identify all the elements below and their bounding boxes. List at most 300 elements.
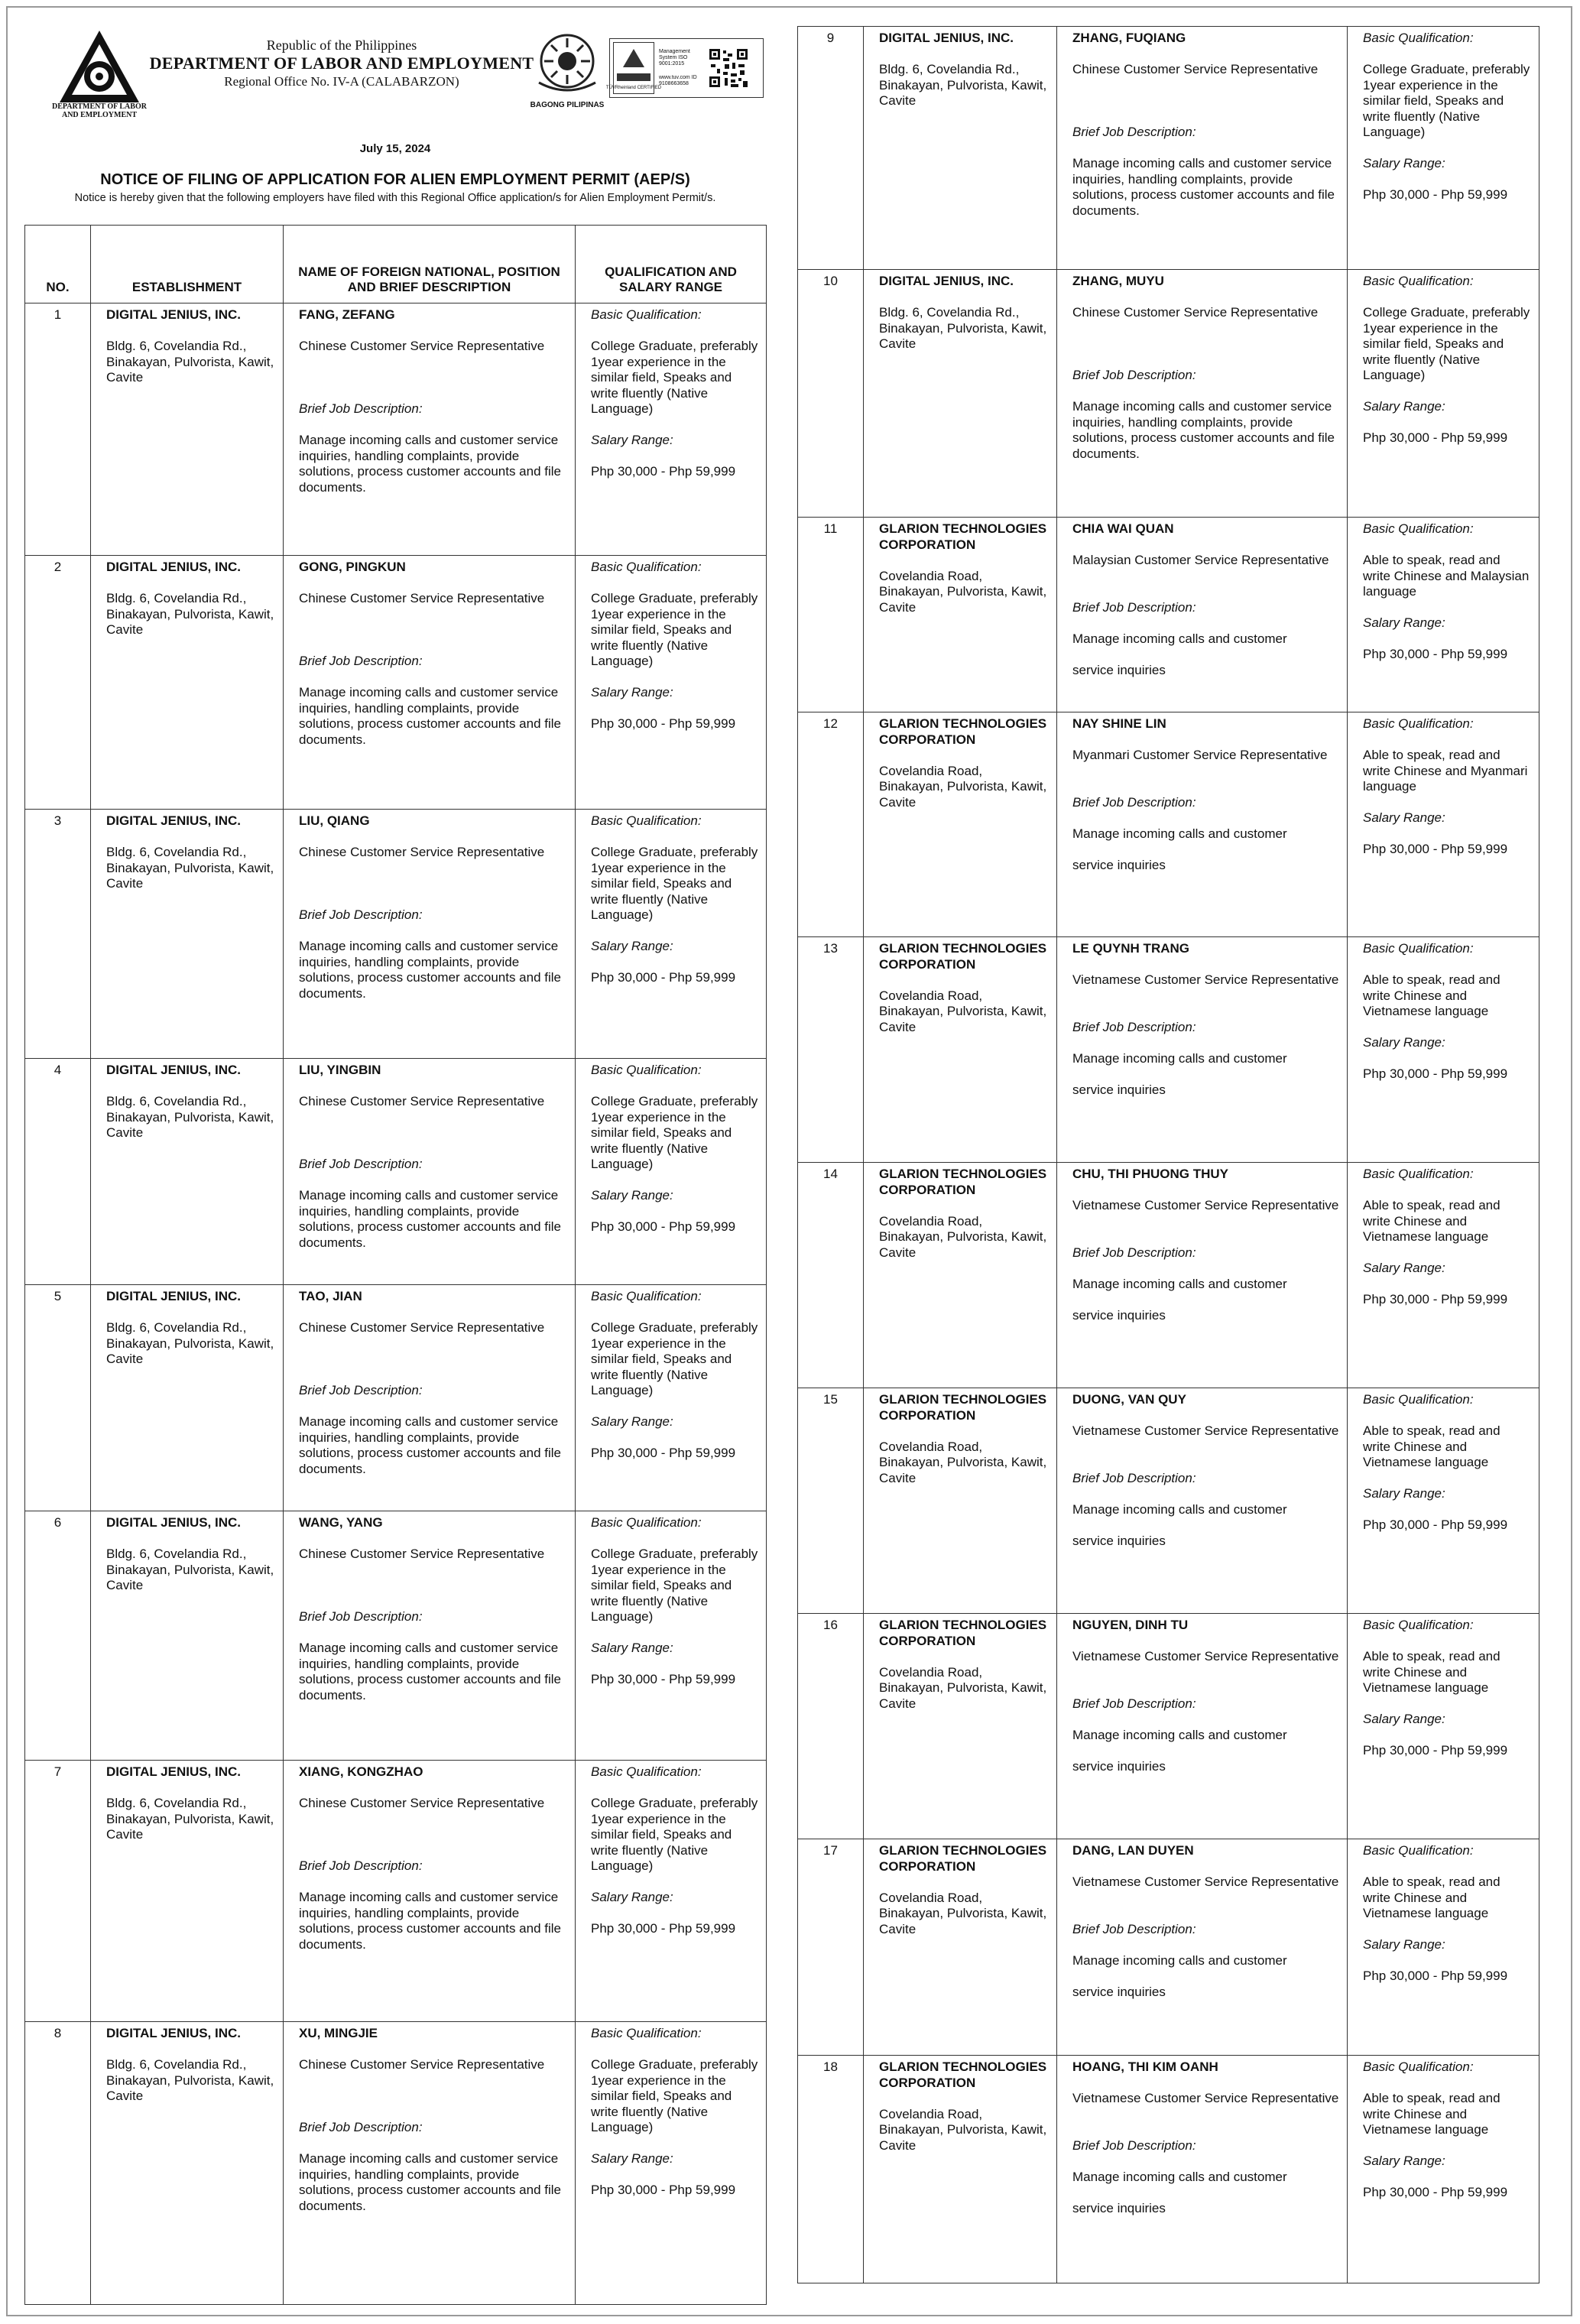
qualification-cell (1348, 712, 1539, 937)
qualification-text: College Graduate, preferably 1year experience in the similar field, Speaks and write fluently (Native Language) (591, 1796, 758, 1873)
foreign-national-name: LIU, QIANG (299, 813, 370, 828)
row-number: 17 (798, 1839, 864, 2056)
salary-label: Salary Range: (1363, 1937, 1445, 1952)
table-row (798, 937, 1539, 1163)
company-name: GLARION TECHNOLOGIES CORPORATION (879, 521, 1047, 552)
brief-label: Brief Job Description: (299, 1609, 423, 1624)
qualification-text: College Graduate, preferably 1year experience in the similar field, Speaks and write fluently (Native Language) (1363, 305, 1530, 382)
job-description: Manage incoming calls and customer service inquiries, handling complaints, provide solutions, process customer accounts and file documents. (299, 1188, 562, 1250)
aep-table-right (797, 26, 1539, 2283)
position-title: Vietnamese Customer Service Representative (1072, 972, 1339, 987)
foreign-national-cell (1057, 1614, 1348, 1839)
establishment-cell (91, 556, 284, 810)
job-description-line2: service inquiries (1072, 662, 1166, 677)
company-address: Bldg. 6, Covelandia Rd., Binakayan, Pulvorista, Kawit, Cavite (106, 1547, 274, 1592)
position-title: Vietnamese Customer Service Representative (1072, 1874, 1339, 1889)
establishment-cell (91, 1511, 284, 1761)
company-address: Bldg. 6, Covelandia Rd., Binakayan, Pulvorista, Kawit, Cavite (106, 591, 274, 637)
establishment-cell (91, 1285, 284, 1511)
job-description: Manage incoming calls and customer service inquiries, handling complaints, provide solutions, process customer accounts and file documents. (1072, 156, 1335, 218)
salary-label: Salary Range: (1363, 615, 1445, 630)
position-title: Chinese Customer Service Representative (299, 591, 545, 605)
establishment-cell (91, 1761, 284, 2022)
establishment-cell (864, 1839, 1057, 2056)
salary-label: Salary Range: (1363, 1261, 1445, 1275)
bagong-pilipinas-logo-icon (525, 28, 609, 112)
row-number: 6 (25, 1511, 91, 1761)
job-description: Manage incoming calls and customer service inquiries, handling complaints, provide solutions, process customer accounts and file documents. (299, 1641, 562, 1702)
position-title: Chinese Customer Service Representative (299, 2057, 545, 2072)
row-number: 5 (25, 1285, 91, 1511)
company-name: DIGITAL JENIUS, INC. (106, 2026, 242, 2040)
department-name: DEPARTMENT OF LABOR AND EMPLOYMENT (149, 54, 534, 73)
table-row (798, 2056, 1539, 2283)
qualification-cell (576, 1059, 767, 1285)
foreign-national-cell (284, 1059, 576, 1285)
basic-label: Basic Qualification: (1363, 31, 1474, 45)
brief-label: Brief Job Description: (1072, 125, 1196, 139)
job-description-line2: service inquiries (1072, 1533, 1166, 1548)
qualification-text: College Graduate, preferably 1year experience in the similar field, Speaks and write fluently (Native Language) (591, 1547, 758, 1624)
brief-label: Brief Job Description: (1072, 1019, 1196, 1034)
company-name: GLARION TECHNOLOGIES CORPORATION (879, 2059, 1047, 2090)
qualification-text: Able to speak, read and write Chinese and Vietnamese language (1363, 1423, 1501, 1469)
qualification-cell (1348, 937, 1539, 1163)
aep-table-left (24, 225, 767, 2305)
qualification-text: College Graduate, preferably 1year experience in the similar field, Speaks and write fluently (Native Language) (591, 1320, 758, 1397)
job-description-line1: Manage incoming calls and customer (1072, 631, 1287, 646)
salary-range: Php 30,000 - Php 59,999 (1363, 647, 1508, 661)
brief-label: Brief Job Description: (299, 1157, 423, 1171)
company-address: Bldg. 6, Covelandia Rd., Binakayan, Pulvorista, Kawit, Cavite (106, 845, 274, 891)
qualification-cell (1348, 1839, 1539, 2056)
establishment-cell (91, 2022, 284, 2305)
foreign-national-name: XU, MINGJIE (299, 2026, 378, 2040)
row-number: 2 (25, 556, 91, 810)
row-number: 9 (798, 27, 864, 270)
company-name: DIGITAL JENIUS, INC. (106, 1764, 242, 1779)
foreign-national-name: NAY SHINE LIN (1072, 716, 1166, 731)
job-description-line2: service inquiries (1072, 2200, 1166, 2215)
company-name: DIGITAL JENIUS, INC. (106, 560, 242, 574)
brief-label: Brief Job Description: (1072, 1921, 1196, 1936)
foreign-national-name: CHIA WAI QUAN (1072, 521, 1174, 536)
qualification-cell (576, 556, 767, 810)
job-description: Manage incoming calls and customer service inquiries, handling complaints, provide solutions, process customer accounts and file documents. (1072, 399, 1335, 461)
company-name: DIGITAL JENIUS, INC. (879, 31, 1014, 45)
basic-label: Basic Qualification: (591, 1764, 702, 1779)
foreign-national-name: XIANG, KONGZHAO (299, 1764, 423, 1779)
qualification-text: College Graduate, preferably 1year experience in the similar field, Speaks and write fluently (Native Language) (591, 339, 758, 416)
company-name: GLARION TECHNOLOGIES CORPORATION (879, 1392, 1047, 1423)
foreign-national-cell (1057, 518, 1348, 712)
establishment-cell (864, 712, 1057, 937)
job-description-line1: Manage incoming calls and customer (1072, 1050, 1287, 1066)
letterhead (24, 26, 766, 141)
qualification-cell (1348, 27, 1539, 270)
company-address: Covelandia Road, Binakayan, Pulvorista, Kawit, Cavite (879, 988, 1047, 1034)
salary-range: Php 30,000 - Php 59,999 (1363, 1517, 1508, 1532)
foreign-national-cell (1057, 27, 1348, 270)
salary-range: Php 30,000 - Php 59,999 (591, 1446, 736, 1460)
establishment-cell (864, 1614, 1057, 1839)
table-row (25, 1761, 767, 2022)
foreign-national-cell (284, 1511, 576, 1761)
job-description-line1: Manage incoming calls and customer (1072, 1276, 1287, 1291)
row-number: 11 (798, 518, 864, 712)
foreign-national-cell (284, 810, 576, 1059)
position-title: Vietnamese Customer Service Representative (1072, 1423, 1339, 1438)
job-description: Manage incoming calls and customer service inquiries, handling complaints, provide solutions, process customer accounts and file documents. (299, 685, 562, 747)
position-title: Vietnamese Customer Service Representative (1072, 2091, 1339, 2105)
foreign-national-cell (1057, 1388, 1348, 1614)
table-row (25, 1285, 767, 1511)
company-address: Covelandia Road, Binakayan, Pulvorista, Kawit, Cavite (879, 1664, 1047, 1711)
company-address: Covelandia Road, Binakayan, Pulvorista, Kawit, Cavite (879, 2106, 1047, 2153)
company-name: DIGITAL JENIUS, INC. (879, 274, 1014, 288)
position-title: Malaysian Customer Service Representative (1072, 553, 1329, 567)
position-title: Chinese Customer Service Representative (299, 1796, 545, 1810)
establishment-cell (864, 2056, 1057, 2283)
job-description-line1: Manage incoming calls and customer (1072, 1727, 1287, 1742)
salary-label: Salary Range: (591, 1890, 673, 1904)
salary-label: Salary Range: (591, 2151, 673, 2166)
foreign-national-cell (1057, 270, 1348, 518)
establishment-cell (864, 1163, 1057, 1388)
salary-range: Php 30,000 - Php 59,999 (1363, 1743, 1508, 1758)
table-row (25, 810, 767, 1059)
company-address: Covelandia Road, Binakayan, Pulvorista, Kawit, Cavite (879, 1890, 1047, 1936)
job-description-line1: Manage incoming calls and customer (1072, 1501, 1287, 1517)
job-description: Manage incoming calls and customer service inquiries, handling complaints, provide solutions, process customer accounts and file documents. (299, 1414, 562, 1476)
establishment-cell (864, 1388, 1057, 1614)
left-column (24, 26, 766, 2213)
company-address: Covelandia Road, Binakayan, Pulvorista, Kawit, Cavite (879, 1439, 1047, 1485)
qualification-text: Able to speak, read and write Chinese and Vietnamese language (1363, 972, 1501, 1018)
company-address: Bldg. 6, Covelandia Rd., Binakayan, Pulvorista, Kawit, Cavite (106, 2057, 274, 2103)
establishment-cell (91, 810, 284, 1059)
qualification-cell (1348, 518, 1539, 712)
job-description-line1: Manage incoming calls and customer (1072, 1952, 1287, 1968)
foreign-national-name: FANG, ZEFANG (299, 307, 395, 322)
row-number: 7 (25, 1761, 91, 2022)
salary-range: Php 30,000 - Php 59,999 (591, 970, 736, 985)
row-number: 18 (798, 2056, 864, 2283)
job-description-line2: service inquiries (1072, 1758, 1166, 1774)
salary-range: Php 30,000 - Php 59,999 (1363, 430, 1508, 445)
salary-label: Salary Range: (591, 939, 673, 953)
job-description-line2: service inquiries (1072, 1082, 1166, 1097)
salary-label: Salary Range: (591, 685, 673, 699)
cert-brand: TÜVRheinland CERTIFIED (605, 86, 662, 90)
basic-label: Basic Qualification: (1363, 716, 1474, 731)
header-qualification: QUALIFICATION AND SALARY RANGE (576, 226, 767, 303)
brief-label: Brief Job Description: (299, 1858, 423, 1873)
row-number: 1 (25, 303, 91, 556)
establishment-cell (91, 303, 284, 556)
foreign-national-name: CHU, THI PHUONG THUY (1072, 1167, 1228, 1181)
foreign-national-cell (1057, 712, 1348, 937)
qualification-text: Able to speak, read and write Chinese and Malaysian language (1363, 553, 1530, 599)
regional-office: Regional Office No. IV-A (CALABARZON) (224, 74, 459, 89)
salary-label: Salary Range: (591, 433, 673, 447)
agency-block (139, 37, 544, 89)
company-address: Bldg. 6, Covelandia Rd., Binakayan, Pulvorista, Kawit, Cavite (106, 339, 274, 385)
table-row (798, 27, 1539, 270)
salary-label: Salary Range: (591, 1414, 673, 1429)
brief-label: Brief Job Description: (1072, 1470, 1196, 1485)
basic-label: Basic Qualification: (591, 1289, 702, 1303)
table-row (798, 1388, 1539, 1614)
qr-code-icon (708, 47, 749, 89)
tuv-badge-icon (605, 42, 662, 94)
salary-range: Php 30,000 - Php 59,999 (1363, 1969, 1508, 1983)
position-title: Chinese Customer Service Representative (299, 1094, 545, 1108)
company-address: Covelandia Road, Binakayan, Pulvorista, Kawit, Cavite (879, 568, 1047, 615)
company-name: GLARION TECHNOLOGIES CORPORATION (879, 1843, 1047, 1874)
qualification-cell (1348, 1388, 1539, 1614)
position-title: Chinese Customer Service Representative (299, 339, 545, 353)
foreign-national-name: DANG, LAN DUYEN (1072, 1843, 1194, 1858)
logo-caption: DEPARTMENT OF LABOR AND EMPLOYMENT (52, 102, 147, 119)
job-description-line1: Manage incoming calls and customer (1072, 2169, 1287, 2184)
header-no: NO. (25, 226, 91, 303)
establishment-cell (864, 937, 1057, 1163)
position-title: Chinese Customer Service Representative (299, 845, 545, 859)
company-name: GLARION TECHNOLOGIES CORPORATION (879, 941, 1047, 972)
basic-label: Basic Qualification: (1363, 1392, 1474, 1407)
foreign-national-name: DUONG, VAN QUY (1072, 1392, 1186, 1407)
qualification-cell (576, 1511, 767, 1761)
qualification-text: College Graduate, preferably 1year experience in the similar field, Speaks and write fluently (Native Language) (1363, 62, 1530, 139)
row-number: 16 (798, 1614, 864, 1839)
qualification-cell (1348, 2056, 1539, 2283)
job-description: Manage incoming calls and customer service inquiries, handling complaints, provide solutions, process customer accounts and file documents. (299, 1890, 562, 1952)
foreign-national-cell (284, 556, 576, 810)
company-address: Bldg. 6, Covelandia Rd., Binakayan, Pulvorista, Kawit, Cavite (106, 1796, 274, 1842)
job-description-line2: service inquiries (1072, 857, 1166, 872)
qualification-text: College Graduate, preferably 1year experience in the similar field, Speaks and write fluently (Native Language) (591, 845, 758, 922)
company-name: DIGITAL JENIUS, INC. (106, 1063, 242, 1077)
position-title: Myanmari Customer Service Representative (1072, 748, 1328, 762)
basic-label: Basic Qualification: (1363, 521, 1474, 536)
position-title: Vietnamese Customer Service Representative (1072, 1649, 1339, 1663)
foreign-national-cell (284, 2022, 576, 2305)
basic-label: Basic Qualification: (591, 1063, 702, 1077)
row-number: 14 (798, 1163, 864, 1388)
iso-certification-badge (605, 38, 764, 98)
foreign-national-name: ZHANG, FUQIANG (1072, 31, 1186, 45)
qualification-text: College Graduate, preferably 1year experience in the similar field, Speaks and write fluently (Native Language) (591, 2057, 758, 2134)
basic-label: Basic Qualification: (1363, 274, 1474, 288)
row-number: 15 (798, 1388, 864, 1614)
qualification-cell (576, 810, 767, 1059)
salary-range: Php 30,000 - Php 59,999 (591, 2183, 736, 2197)
salary-range: Php 30,000 - Php 59,999 (591, 1219, 736, 1234)
table-row (798, 1614, 1539, 1839)
establishment-cell (864, 27, 1057, 270)
brief-label: Brief Job Description: (1072, 368, 1196, 382)
position-title: Vietnamese Customer Service Representative (1072, 1198, 1339, 1212)
foreign-national-name: HOANG, THI KIM OANH (1072, 2059, 1218, 2074)
salary-label: Salary Range: (1363, 1712, 1445, 1726)
qualification-text: College Graduate, preferably 1year experience in the similar field, Speaks and write fluently (Native Language) (591, 591, 758, 668)
establishment-cell (864, 518, 1057, 712)
republic-line: Republic of the Philippines (266, 37, 417, 53)
cert-system: Management System ISO 9001:2015 (659, 49, 690, 67)
salary-label: Salary Range: (1363, 399, 1445, 414)
company-name: GLARION TECHNOLOGIES CORPORATION (879, 1618, 1047, 1648)
establishment-cell (864, 270, 1057, 518)
brief-label: Brief Job Description: (299, 401, 423, 416)
company-name: DIGITAL JENIUS, INC. (106, 1515, 242, 1530)
company-address: Bldg. 6, Covelandia Rd., Binakayan, Pulvorista, Kawit, Cavite (879, 62, 1047, 108)
qualification-cell (576, 1761, 767, 2022)
salary-range: Php 30,000 - Php 59,999 (1363, 1292, 1508, 1306)
foreign-national-cell (1057, 937, 1348, 1163)
salary-label: Salary Range: (591, 1188, 673, 1203)
position-title: Chinese Customer Service Representative (1072, 305, 1319, 320)
row-number: 3 (25, 810, 91, 1059)
salary-range: Php 30,000 - Php 59,999 (591, 1672, 736, 1686)
brief-label: Brief Job Description: (1072, 794, 1196, 810)
row-number: 13 (798, 937, 864, 1163)
salary-range: Php 30,000 - Php 59,999 (1363, 842, 1508, 856)
qualification-text: Able to speak, read and write Chinese and Myanmari language (1363, 748, 1528, 794)
job-description: Manage incoming calls and customer service inquiries, handling complaints, provide solutions, process customer accounts and file documents. (299, 433, 562, 495)
company-address: Bldg. 6, Covelandia Rd., Binakayan, Pulvorista, Kawit, Cavite (106, 1094, 274, 1140)
salary-label: Salary Range: (1363, 2154, 1445, 2168)
table-row (25, 303, 767, 556)
brief-label: Brief Job Description: (299, 1383, 423, 1397)
job-description-line2: service inquiries (1072, 1984, 1166, 1999)
salary-label: Salary Range: (1363, 1035, 1445, 1050)
table-row (798, 270, 1539, 518)
bagong-pilipinas-text: BAGONG PILIPINAS (530, 101, 605, 109)
basic-label: Basic Qualification: (591, 560, 702, 574)
notice-date: July 15, 2024 (359, 142, 431, 155)
foreign-national-cell (284, 1285, 576, 1511)
brief-label: Brief Job Description: (299, 907, 423, 922)
foreign-national-name: WANG, YANG (299, 1515, 383, 1530)
company-name: DIGITAL JENIUS, INC. (106, 307, 242, 322)
cert-id: www.tuv.com ID 9108663658 (659, 75, 697, 86)
row-number: 8 (25, 2022, 91, 2305)
brief-label: Brief Job Description: (1072, 2137, 1196, 2153)
salary-range: Php 30,000 - Php 59,999 (591, 1921, 736, 1936)
foreign-national-cell (1057, 2056, 1348, 2283)
salary-label: Salary Range: (1363, 156, 1445, 170)
table-row (25, 1511, 767, 1761)
notice-subtitle: Notice is hereby given that the following employers have filed with this Regional Office application/s for Alien Employment Permit/s. (74, 192, 716, 204)
brief-label: Brief Job Description: (1072, 599, 1196, 615)
foreign-national-name: GONG, PINGKUN (299, 560, 406, 574)
basic-label: Basic Qualification: (1363, 1843, 1474, 1858)
establishment-cell (91, 1059, 284, 1285)
qualification-text: Able to speak, read and write Chinese and Vietnamese language (1363, 1198, 1501, 1244)
brief-label: Brief Job Description: (299, 2120, 423, 2134)
qualification-cell (576, 2022, 767, 2305)
company-name: GLARION TECHNOLOGIES CORPORATION (879, 716, 1047, 747)
foreign-national-cell (1057, 1839, 1348, 2056)
job-description: Manage incoming calls and customer service inquiries, handling complaints, provide solutions, process customer accounts and file documents. (299, 939, 562, 1001)
foreign-national-cell (284, 1761, 576, 2022)
brief-label: Brief Job Description: (1072, 1245, 1196, 1260)
table-row (25, 2022, 767, 2305)
position-title: Chinese Customer Service Representative (1072, 62, 1319, 76)
salary-range: Php 30,000 - Php 59,999 (1363, 2185, 1508, 2199)
foreign-national-cell (284, 303, 576, 556)
salary-range: Php 30,000 - Php 59,999 (591, 716, 736, 731)
qualification-cell (1348, 1163, 1539, 1388)
qualification-text: Able to speak, read and write Chinese and Vietnamese language (1363, 1874, 1501, 1920)
header-establishment: ESTABLISHMENT (91, 226, 284, 303)
dole-logo-icon (57, 28, 142, 110)
qualification-cell (576, 1285, 767, 1511)
basic-label: Basic Qualification: (1363, 1167, 1474, 1181)
basic-label: Basic Qualification: (1363, 941, 1474, 956)
row-number: 10 (798, 270, 864, 518)
basic-label: Basic Qualification: (591, 1515, 702, 1530)
table-header-row (25, 226, 767, 303)
qualification-text: Able to speak, read and write Chinese and Vietnamese language (1363, 2091, 1501, 2137)
company-address: Covelandia Road, Binakayan, Pulvorista, Kawit, Cavite (879, 763, 1047, 810)
brief-label: Brief Job Description: (299, 654, 423, 668)
header-name: NAME OF FOREIGN NATIONAL, POSITION AND BRIEF DESCRIPTION (284, 226, 576, 303)
qualification-cell (1348, 270, 1539, 518)
table-row (798, 1839, 1539, 2056)
position-title: Chinese Customer Service Representative (299, 1547, 545, 1561)
table-row (798, 712, 1539, 937)
foreign-national-name: LE QUYNH TRANG (1072, 941, 1189, 956)
cert-text (659, 49, 703, 87)
basic-label: Basic Qualification: (591, 2026, 702, 2040)
foreign-national-name: NGUYEN, DINH TU (1072, 1618, 1189, 1632)
company-address: Bldg. 6, Covelandia Rd., Binakayan, Pulvorista, Kawit, Cavite (879, 305, 1047, 351)
salary-range: Php 30,000 - Php 59,999 (1363, 1066, 1508, 1081)
company-address: Covelandia Road, Binakayan, Pulvorista, Kawit, Cavite (879, 1213, 1047, 1260)
foreign-national-name: LIU, YINGBIN (299, 1063, 381, 1077)
table-row (798, 1163, 1539, 1388)
company-name: DIGITAL JENIUS, INC. (106, 1289, 242, 1303)
row-number: 4 (25, 1059, 91, 1285)
salary-label: Salary Range: (1363, 810, 1445, 825)
foreign-national-cell (1057, 1163, 1348, 1388)
table-row (798, 518, 1539, 712)
job-description-line2: service inquiries (1072, 1307, 1166, 1323)
foreign-national-name: ZHANG, MUYU (1072, 274, 1164, 288)
job-description: Manage incoming calls and customer service inquiries, handling complaints, provide solutions, process customer accounts and file documents. (299, 2151, 562, 2213)
basic-label: Basic Qualification: (591, 813, 702, 828)
foreign-national-name: TAO, JIAN (299, 1289, 362, 1303)
basic-label: Basic Qualification: (1363, 2059, 1474, 2074)
company-name: DIGITAL JENIUS, INC. (106, 813, 242, 828)
salary-range: Php 30,000 - Php 59,999 (1363, 187, 1508, 202)
salary-label: Salary Range: (591, 1641, 673, 1655)
salary-label: Salary Range: (1363, 1486, 1445, 1501)
qualification-text: Able to speak, read and write Chinese and Vietnamese language (1363, 1649, 1501, 1695)
position-title: Chinese Customer Service Representative (299, 1320, 545, 1335)
basic-label: Basic Qualification: (591, 307, 702, 322)
company-address: Bldg. 6, Covelandia Rd., Binakayan, Pulvorista, Kawit, Cavite (106, 1320, 274, 1366)
table-row (25, 1059, 767, 1285)
job-description-line1: Manage incoming calls and customer (1072, 826, 1287, 841)
salary-range: Php 30,000 - Php 59,999 (591, 464, 736, 479)
qualification-cell (1348, 1614, 1539, 1839)
row-number: 12 (798, 712, 864, 937)
qualification-text: College Graduate, preferably 1year experience in the similar field, Speaks and write fluently (Native Language) (591, 1094, 758, 1171)
company-name: GLARION TECHNOLOGIES CORPORATION (879, 1167, 1047, 1197)
